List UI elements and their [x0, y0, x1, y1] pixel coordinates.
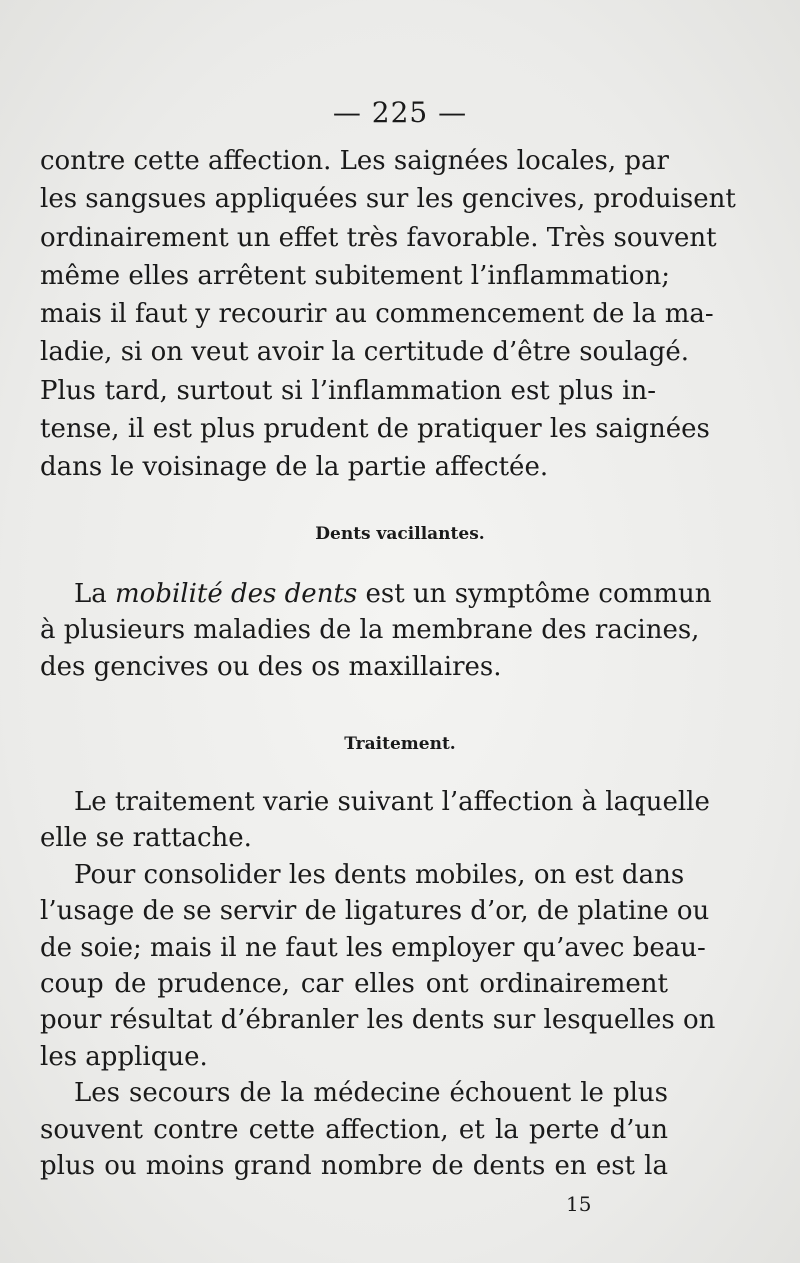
text-line: à plusieurs maladies de la membrane des racines,: [40, 615, 700, 646]
text-line: coup de prudence, car elles ont ordinairement: [40, 969, 668, 1000]
italic-term: mobilité des dents: [115, 579, 358, 609]
text-line: tense, il est plus prudent de pratiquer les saignées: [40, 414, 710, 445]
text-line: souvent contre cette affection, et la perte d’un: [40, 1114, 668, 1145]
text-line: elle se rattache.: [40, 823, 252, 854]
text-line: des gencives ou des os maxillaires.: [40, 651, 502, 682]
section-heading-traitement: Traitement.: [344, 734, 456, 754]
text-line: l’usage de se servir de ligatures d’or, de platine ou: [40, 896, 710, 927]
paragraph-traitement: [40, 784, 716, 1184]
text-line: ordinairement un effet très favorable. Très souvent: [40, 222, 717, 253]
text-line: même elles arrêtent subitement l’inflammation;: [40, 260, 670, 291]
paragraph-saignees: [40, 142, 736, 487]
text-line: dans le voisinage de la partie affectée.: [40, 452, 549, 483]
text-line: contre cette affection. Les saignées locales, par: [40, 146, 669, 176]
text-line: les sangsues appliquées sur les gencives, produisent: [40, 184, 736, 215]
text-line: Les secours de la médecine échouent le plus: [74, 1078, 668, 1109]
text-line: plus ou moins grand nombre de dents en est la: [40, 1151, 668, 1182]
text-line: de soie; mais il ne faut les employer qu’avec beau-: [40, 932, 706, 963]
text-line: Pour consolider les dents mobiles, on est dans: [74, 859, 685, 890]
text-line: Plus tard, surtout si l’inflammation est plus in-: [40, 375, 656, 406]
signature-mark: 15: [566, 1192, 592, 1216]
section-heading-dents-vacillantes: Dents vacillantes.: [315, 524, 485, 544]
page-number: — 225 —: [332, 96, 468, 129]
text-line: pour résultat d’ébranler les dents sur lesquelles on: [40, 1005, 716, 1036]
paragraph-mobilite: [40, 576, 712, 685]
text-line: [40, 576, 712, 612]
text-line: mais il faut y recourir au commencement de la ma-: [40, 299, 714, 330]
text-line: ladie, si on veut avoir la certitude d’être soulagé.: [40, 337, 690, 368]
text-fragment: est un symptôme commun: [357, 579, 712, 609]
text-line: les applique.: [40, 1041, 208, 1072]
text-line: Le traitement varie suivant l’affection à laquelle: [74, 787, 710, 817]
text-fragment: La: [74, 579, 116, 609]
